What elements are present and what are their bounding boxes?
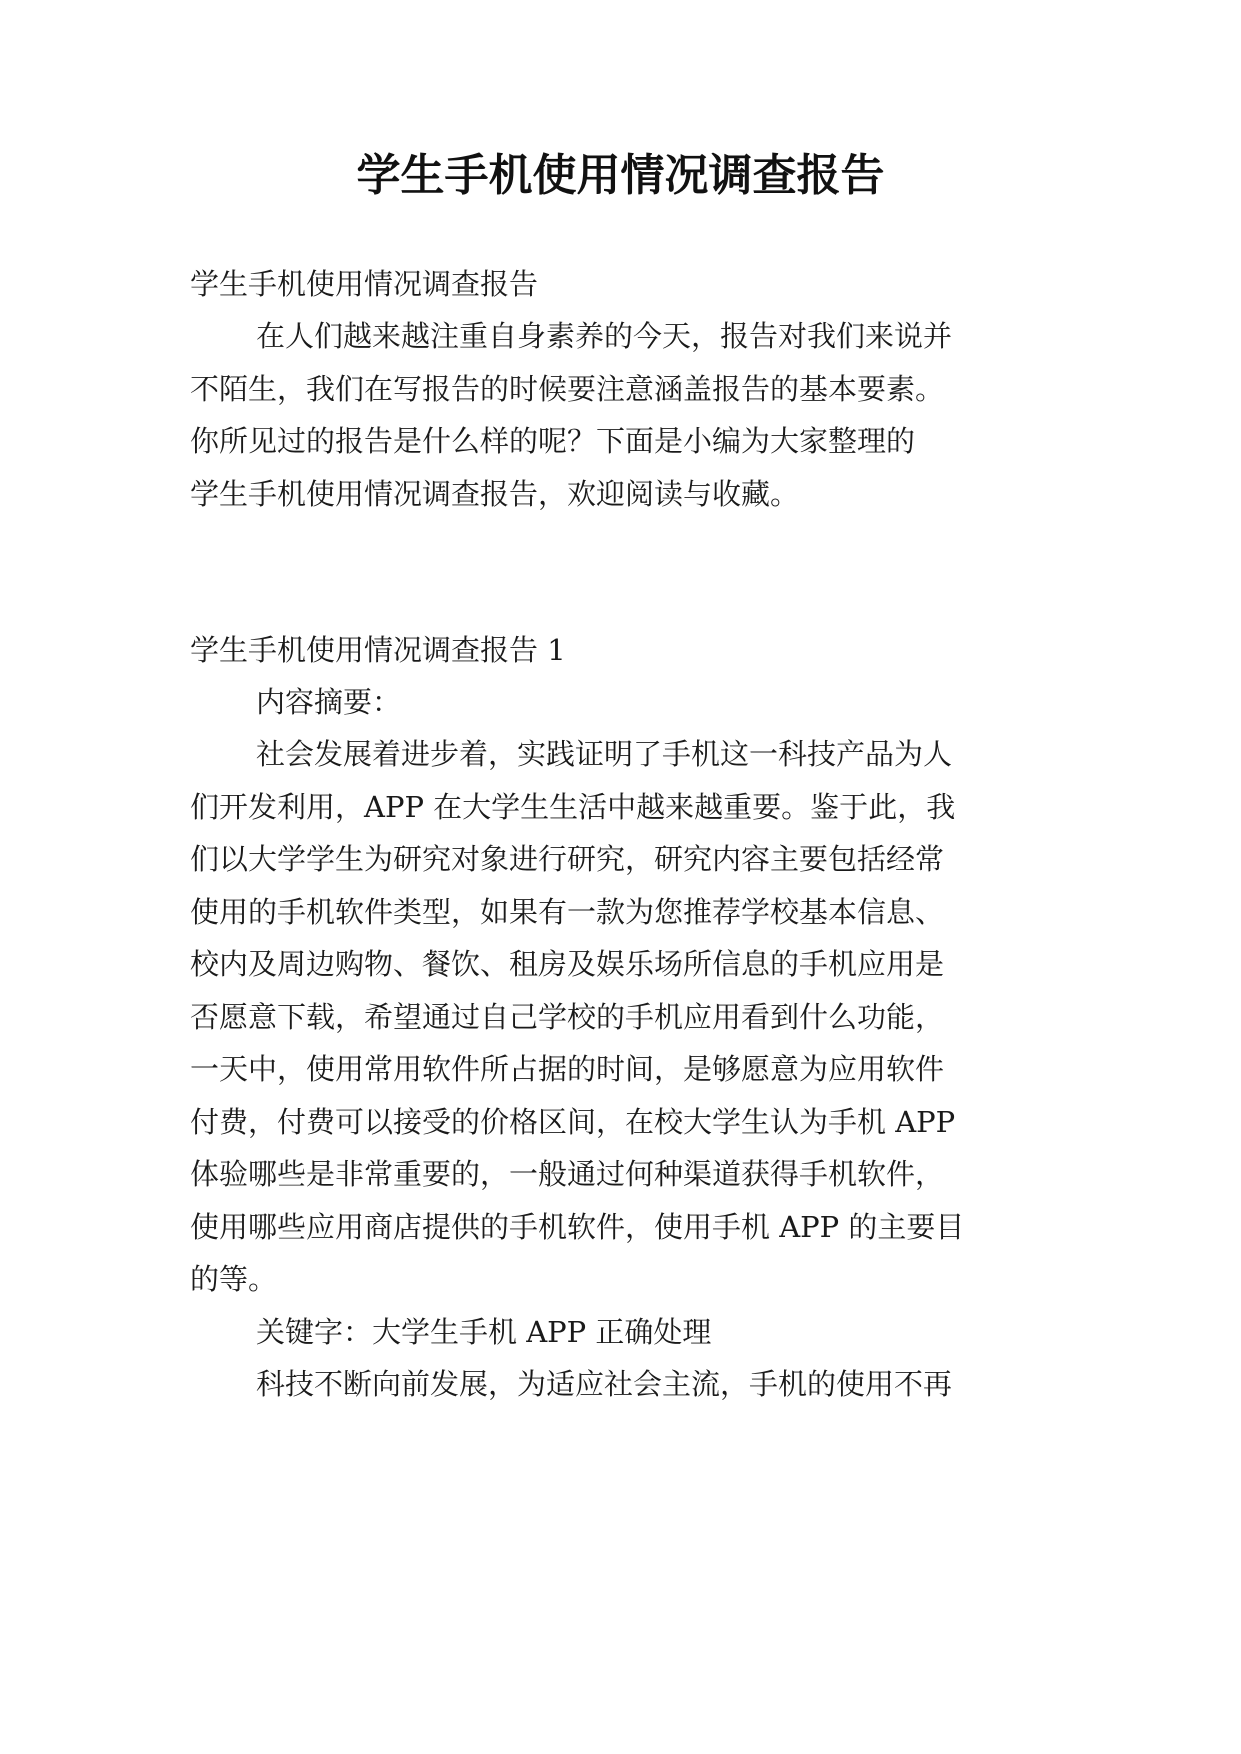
document-title: 学生手机使用情况调查报告: [356, 150, 885, 201]
abstract-line: 使用哪些应用商店提供的手机软件，使用手机 APP 的主要目: [190, 1210, 965, 1244]
section-heading: 学生手机使用情况调查报告: [190, 267, 539, 301]
abstract-line: 一天中，使用常用软件所占据的时间，是够愿意为应用软件: [190, 1052, 945, 1086]
abstract-line: 们以大学学生为研究对象进行研究，研究内容主要包括经常: [190, 842, 945, 876]
abstract-line: 校内及周边购物、餐饮、租房及娱乐场所信息的手机应用是: [190, 947, 945, 981]
abstract-line: 否愿意下载，希望通过自己学校的手机应用看到什么功能，: [190, 1000, 945, 1034]
abstract-label: 内容摘要：: [256, 685, 402, 719]
abstract-line: 们开发利用，APP 在大学生生活中越来越重要。鉴于此，我: [190, 790, 956, 824]
intro-line: 不陌生，我们在写报告的时候要注意涵盖报告的基本要素。: [190, 372, 945, 406]
abstract-line: 付费，付费可以接受的价格区间，在校大学生认为手机 APP: [190, 1105, 956, 1139]
section-heading: 学生手机使用情况调查报告 1: [190, 633, 566, 667]
abstract-line: 体验哪些是非常重要的，一般通过何种渠道获得手机软件，: [190, 1157, 945, 1191]
intro-line: 学生手机使用情况调查报告，欢迎阅读与收藏。: [190, 477, 800, 511]
intro-line: 你所见过的报告是什么样的呢？下面是小编为大家整理的: [190, 424, 916, 458]
abstract-line: 社会发展着进步着，实践证明了手机这一科技产品为人: [256, 737, 953, 771]
body-line: 科技不断向前发展，为适应社会主流，手机的使用不再: [256, 1367, 953, 1401]
abstract-line: 的等。: [190, 1262, 278, 1296]
intro-line: 在人们越来越注重自身素养的今天，报告对我们来说并: [256, 319, 953, 353]
keywords-line: 关键字：大学生手机 APP 正确处理: [256, 1315, 712, 1349]
abstract-line: 使用的手机软件类型，如果有一款为您推荐学校基本信息、: [190, 895, 945, 929]
